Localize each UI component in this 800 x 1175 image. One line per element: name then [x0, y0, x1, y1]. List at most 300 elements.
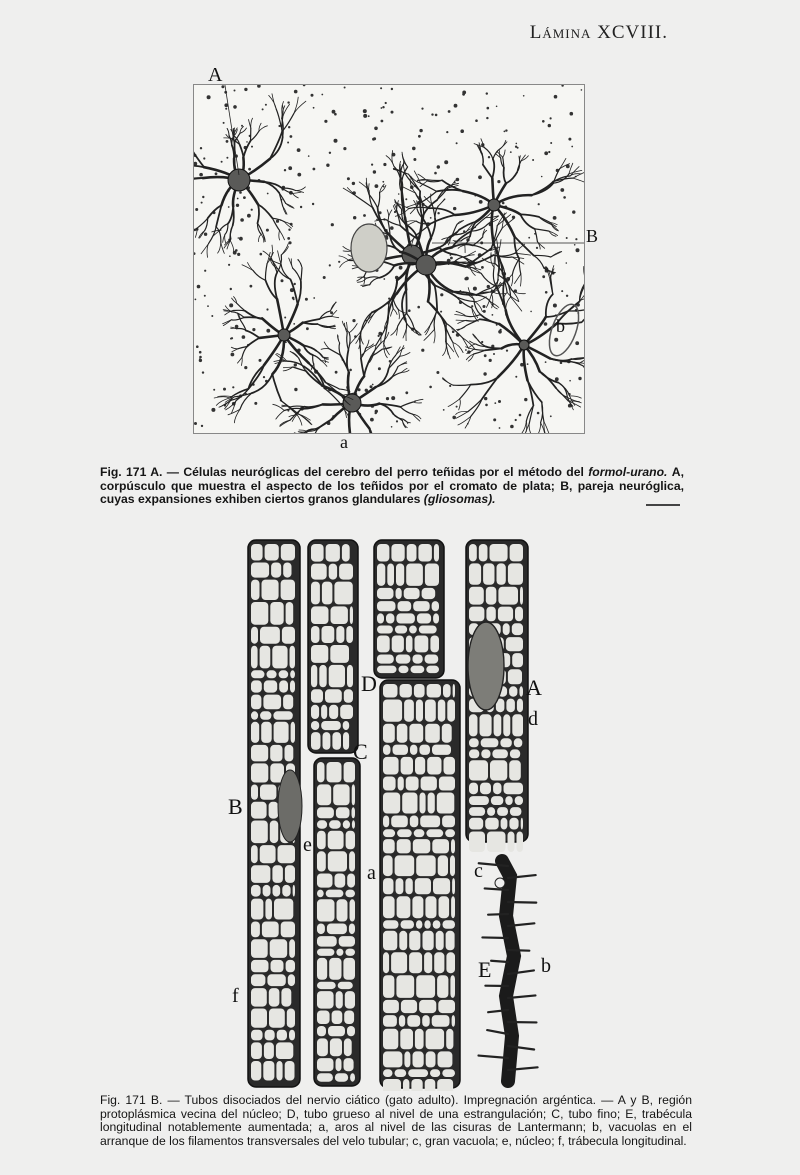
granule	[243, 196, 246, 199]
granule	[516, 143, 518, 145]
vacuole	[432, 601, 439, 611]
granule	[368, 115, 370, 117]
vacuole	[426, 666, 439, 674]
granule	[207, 305, 209, 307]
vacuole	[418, 544, 432, 562]
granule	[300, 206, 302, 208]
granule	[230, 288, 232, 290]
vacuole	[264, 680, 277, 692]
granule	[524, 398, 527, 401]
vacuole	[480, 714, 492, 736]
vacuole	[397, 839, 411, 853]
vacuole	[512, 653, 523, 667]
glial-process	[283, 104, 290, 117]
vacuole	[409, 952, 422, 973]
figure-a-caption-term: (gliosomas).	[423, 492, 496, 507]
vacuole	[512, 714, 523, 736]
granule	[237, 253, 240, 256]
vacuole	[401, 757, 413, 775]
glial-process	[216, 398, 229, 405]
vacuole	[424, 952, 432, 973]
vacuole	[262, 922, 279, 938]
glial-process	[393, 414, 402, 421]
glial-process	[225, 235, 226, 243]
vacuole	[352, 807, 356, 818]
granule	[452, 330, 455, 333]
granule	[446, 131, 448, 133]
glial-process	[540, 371, 557, 388]
vacuole	[450, 975, 455, 998]
granule	[381, 120, 384, 123]
granule	[530, 311, 532, 313]
granule	[248, 168, 251, 171]
vacuole	[426, 1051, 436, 1067]
granule	[313, 107, 315, 109]
vacuole	[251, 602, 268, 625]
vacuole	[508, 563, 523, 584]
figure-a-caption-method: formol-urano.	[588, 465, 668, 479]
vacuole	[486, 607, 495, 622]
granule	[246, 141, 248, 143]
glial-process	[520, 214, 534, 229]
figure-a-caption	[100, 466, 684, 507]
vacuole	[330, 645, 349, 663]
granule	[370, 418, 374, 422]
granule	[294, 283, 296, 285]
granule	[523, 95, 525, 97]
vacuole	[387, 564, 394, 586]
vacuole	[251, 899, 263, 920]
glial-process	[249, 120, 251, 129]
vacuole	[329, 705, 338, 719]
granule	[201, 202, 203, 204]
vacuole	[317, 762, 325, 782]
glial-process	[301, 268, 302, 282]
glial-process	[251, 131, 260, 141]
glial-process	[228, 206, 233, 223]
vacuole	[442, 724, 452, 743]
granule	[223, 122, 225, 124]
vacuole	[487, 832, 506, 853]
granule	[378, 367, 381, 370]
vacuole	[512, 623, 523, 635]
vacuole	[383, 975, 394, 998]
vacuole	[401, 1000, 417, 1013]
vacuole	[442, 816, 455, 828]
vacuole	[334, 582, 352, 605]
granule	[405, 391, 408, 394]
glial-process	[299, 430, 307, 431]
vacuole	[436, 931, 444, 951]
granule	[276, 220, 279, 223]
vacuole	[344, 762, 355, 782]
vacuole	[498, 607, 513, 622]
granule	[267, 193, 269, 195]
granule	[381, 107, 383, 109]
granule	[486, 92, 488, 94]
vacuole	[286, 602, 294, 625]
vacuole	[311, 626, 320, 643]
filament	[508, 950, 529, 951]
granule	[202, 371, 204, 373]
vacuole	[383, 793, 400, 814]
vacuole	[400, 1029, 413, 1050]
vacuole	[317, 991, 334, 1009]
granule	[537, 412, 540, 415]
vacuole	[417, 613, 431, 623]
granule	[460, 129, 464, 133]
glial-process	[361, 348, 366, 358]
vacuole	[510, 544, 523, 561]
scale-mark	[646, 500, 680, 506]
granule	[443, 409, 445, 411]
granule	[223, 388, 226, 391]
granule	[555, 377, 559, 381]
vacuole	[283, 563, 291, 578]
granule	[487, 285, 490, 288]
granule	[278, 125, 280, 127]
glial-process	[280, 230, 285, 239]
granule	[560, 188, 564, 192]
vacuole	[395, 1069, 407, 1077]
vacuole	[377, 626, 393, 634]
vacuole	[451, 839, 455, 853]
vacuole	[486, 587, 497, 605]
granule	[329, 264, 331, 266]
vacuole	[317, 936, 337, 947]
glial-process	[293, 193, 299, 198]
granule	[204, 295, 206, 297]
vacuole	[251, 988, 267, 1007]
vacuole	[411, 1079, 422, 1091]
granule	[383, 163, 386, 166]
glial-process	[237, 357, 242, 363]
vacuole	[338, 982, 353, 989]
vacuole	[413, 1051, 424, 1067]
vacuole	[508, 832, 515, 853]
vacuole	[311, 732, 321, 750]
vacuole	[481, 749, 490, 758]
vacuole	[491, 796, 503, 805]
vacuole	[383, 700, 402, 722]
granule	[262, 108, 264, 110]
granule	[448, 110, 451, 113]
vacuole	[509, 760, 521, 780]
granule	[489, 359, 492, 362]
glial-process	[573, 178, 584, 183]
figure-a-caption-body: A, corpúsculo que muestra el aspecto de los teñidos por el cromato de plata; B, pareja neuróglica, cuyas expansiones exhiben ciertos granos glandulares	[100, 465, 684, 507]
vacuole	[514, 738, 523, 747]
vacuole	[317, 831, 326, 850]
granule	[464, 277, 467, 280]
vacuole	[433, 878, 450, 894]
glial-process	[492, 294, 493, 308]
vacuole	[404, 1051, 410, 1067]
granule	[548, 151, 550, 153]
granule	[250, 285, 253, 288]
vacuole	[383, 878, 394, 894]
granule	[251, 209, 253, 211]
granule	[213, 389, 215, 391]
vacuole	[439, 777, 455, 791]
glial-process	[483, 165, 492, 179]
vacuole	[272, 865, 283, 883]
vacuole	[433, 613, 439, 623]
vacuole	[336, 949, 343, 956]
vacuole	[469, 587, 484, 605]
vacuole	[503, 623, 510, 635]
granule	[284, 317, 286, 319]
vacuole	[251, 939, 268, 958]
vacuole	[391, 816, 408, 828]
vacuole	[344, 689, 353, 703]
granule	[554, 95, 558, 99]
granule	[391, 426, 393, 428]
glial-process	[253, 271, 265, 281]
granule	[303, 85, 306, 86]
granule	[201, 425, 203, 427]
vacuole	[326, 544, 340, 562]
glial-process	[434, 329, 435, 343]
granule	[232, 386, 234, 388]
vacuole	[289, 1030, 295, 1041]
glial-process	[400, 353, 410, 357]
vacuole	[263, 695, 281, 710]
vacuole	[407, 1015, 420, 1027]
vacuole	[281, 544, 295, 561]
vacuole	[469, 714, 478, 736]
vacuole	[328, 831, 344, 850]
granule	[554, 338, 558, 342]
glial-process	[342, 321, 349, 333]
vacuole	[270, 602, 283, 625]
vacuole	[336, 807, 350, 818]
figure-a-caption-lead: Fig. 171 A. — Células neuróglicas del cerebro del perro teñidas por el método del	[100, 465, 584, 479]
glial-process	[209, 227, 216, 243]
glial-process	[407, 221, 416, 226]
glial-process	[570, 396, 582, 398]
granule	[528, 237, 530, 239]
vacuole	[439, 896, 450, 918]
granule	[363, 214, 366, 217]
vacuole	[409, 931, 420, 951]
glial-process	[360, 313, 372, 333]
vacuole	[492, 749, 508, 758]
granule	[334, 113, 337, 116]
granule	[544, 322, 548, 326]
vacuole	[416, 700, 423, 722]
granule	[504, 131, 506, 133]
granule	[353, 216, 356, 219]
vacuole	[290, 670, 295, 678]
vacuole	[317, 1038, 328, 1056]
figure-a-drawing	[194, 85, 584, 433]
vacuole	[317, 874, 333, 888]
vacuole	[345, 890, 355, 898]
granule	[449, 385, 451, 387]
vacuole	[437, 975, 448, 998]
granule	[456, 178, 460, 182]
vacuole	[270, 821, 278, 844]
vacuole	[485, 818, 499, 830]
vacuole	[506, 699, 515, 713]
granule	[239, 191, 242, 194]
plate-number: XCVIII.	[597, 22, 668, 43]
vacuole	[335, 1073, 348, 1082]
vacuole	[311, 689, 323, 703]
granule	[575, 238, 577, 240]
glial-process	[349, 324, 357, 333]
vacuole	[383, 724, 395, 743]
granule	[229, 303, 233, 307]
vacuole	[430, 1069, 440, 1077]
glial-process	[435, 285, 438, 310]
vacuole	[451, 896, 455, 918]
vacuole	[291, 722, 295, 743]
vacuole	[391, 952, 407, 973]
granule	[352, 182, 355, 185]
vacuole	[344, 1058, 354, 1071]
vacuole	[251, 544, 263, 561]
vacuole	[330, 1038, 342, 1056]
vacuole	[506, 637, 523, 651]
vacuole	[438, 700, 446, 722]
vacuole	[415, 636, 429, 653]
vacuole	[251, 960, 269, 972]
vacuole	[333, 784, 349, 805]
vacuole	[265, 1030, 275, 1041]
granule	[434, 172, 437, 175]
glial-process	[194, 178, 203, 185]
large-vacuole	[495, 878, 505, 888]
granule	[203, 157, 205, 159]
vacuole	[332, 732, 341, 750]
glial-process	[243, 141, 250, 158]
figure-a-label-A: A	[208, 64, 223, 86]
vacuole	[397, 724, 408, 743]
glial-process	[194, 178, 203, 187]
vacuole	[419, 626, 437, 634]
vacuole	[414, 829, 425, 837]
vacuole	[261, 722, 272, 743]
vacuole	[497, 563, 506, 584]
vacuole	[340, 705, 353, 719]
glial-process	[466, 255, 474, 257]
granule	[259, 359, 262, 362]
vacuole	[251, 763, 268, 782]
vacuole	[409, 626, 417, 634]
granule	[437, 212, 439, 214]
granule	[347, 177, 350, 180]
glial-process	[214, 397, 229, 398]
granule	[483, 305, 486, 308]
glial-process	[409, 207, 429, 208]
granule	[569, 380, 571, 382]
granule	[349, 369, 352, 372]
vacuole	[278, 845, 296, 863]
figure-b-caption-body: A y B, región protoplásmica vecina del núcleo; D, tubo grueso al nivel de una estrangulación; C, tubo fino; E, trabécula longitudinal notablemente aumentada; a, aros al nivel de las cisuras de Lantermann; b, vacuolas en el arranque de los filamentos transversales del velo tubular; c, gran vacuola; e, núcleo; f, trábecula longitudinal.	[100, 1093, 692, 1148]
glial-process	[339, 343, 340, 355]
granule	[575, 341, 579, 345]
granule	[542, 120, 545, 123]
glial-process	[281, 401, 299, 415]
figure-b-label-A: A	[526, 675, 542, 700]
granule	[234, 90, 236, 92]
vacuole	[416, 920, 422, 929]
granule	[383, 278, 385, 280]
granule	[550, 117, 552, 119]
granule	[287, 101, 289, 103]
glial-process	[258, 234, 261, 241]
vacuole	[469, 749, 479, 758]
granule	[242, 335, 246, 339]
vacuole	[469, 544, 477, 561]
vacuole	[290, 680, 295, 692]
granule	[266, 308, 268, 310]
vacuole	[469, 807, 485, 816]
neuron-body	[351, 224, 387, 272]
vacuole	[346, 831, 355, 850]
vacuole	[517, 699, 523, 713]
vacuole	[498, 587, 518, 605]
vacuole	[251, 1030, 263, 1041]
filament	[485, 888, 508, 890]
vacuole	[383, 829, 395, 837]
glial-cell-body	[416, 255, 436, 275]
figure-b-caption-lead: Fig. 171 B. — Tubos disociados del nervio ciático (gato adulto). Impregnación argéntica. —	[100, 1093, 614, 1107]
vacuole	[349, 851, 355, 871]
filament	[488, 914, 508, 915]
glial-process	[380, 266, 395, 278]
vacuole	[336, 1058, 342, 1071]
granule	[344, 87, 346, 89]
vacuole	[383, 1015, 397, 1027]
vacuole	[383, 952, 389, 973]
granule	[456, 142, 458, 144]
vacuole	[377, 666, 397, 674]
vacuole	[251, 711, 258, 720]
granule	[485, 404, 488, 407]
vacuole	[469, 563, 481, 584]
granule	[572, 210, 575, 213]
vacuole	[352, 784, 355, 805]
granule	[566, 237, 568, 239]
granule	[195, 299, 197, 301]
glial-process	[289, 258, 293, 268]
vacuole	[328, 851, 347, 871]
vacuole	[383, 816, 389, 828]
granule	[281, 279, 284, 282]
glial-process	[293, 268, 301, 281]
glial-process	[218, 242, 221, 253]
vacuole	[437, 1079, 453, 1091]
vacuole	[270, 939, 288, 958]
granule	[373, 137, 376, 140]
granule	[211, 408, 215, 412]
granule	[419, 129, 422, 132]
granule	[456, 406, 458, 408]
granule	[228, 264, 230, 266]
granule	[499, 427, 501, 429]
granule	[287, 142, 289, 144]
vacuole	[317, 949, 334, 956]
granule	[196, 345, 199, 348]
granule	[331, 223, 334, 226]
glial-process	[535, 229, 538, 242]
granule	[502, 202, 505, 205]
filament	[508, 902, 536, 903]
vacuole	[288, 974, 295, 986]
